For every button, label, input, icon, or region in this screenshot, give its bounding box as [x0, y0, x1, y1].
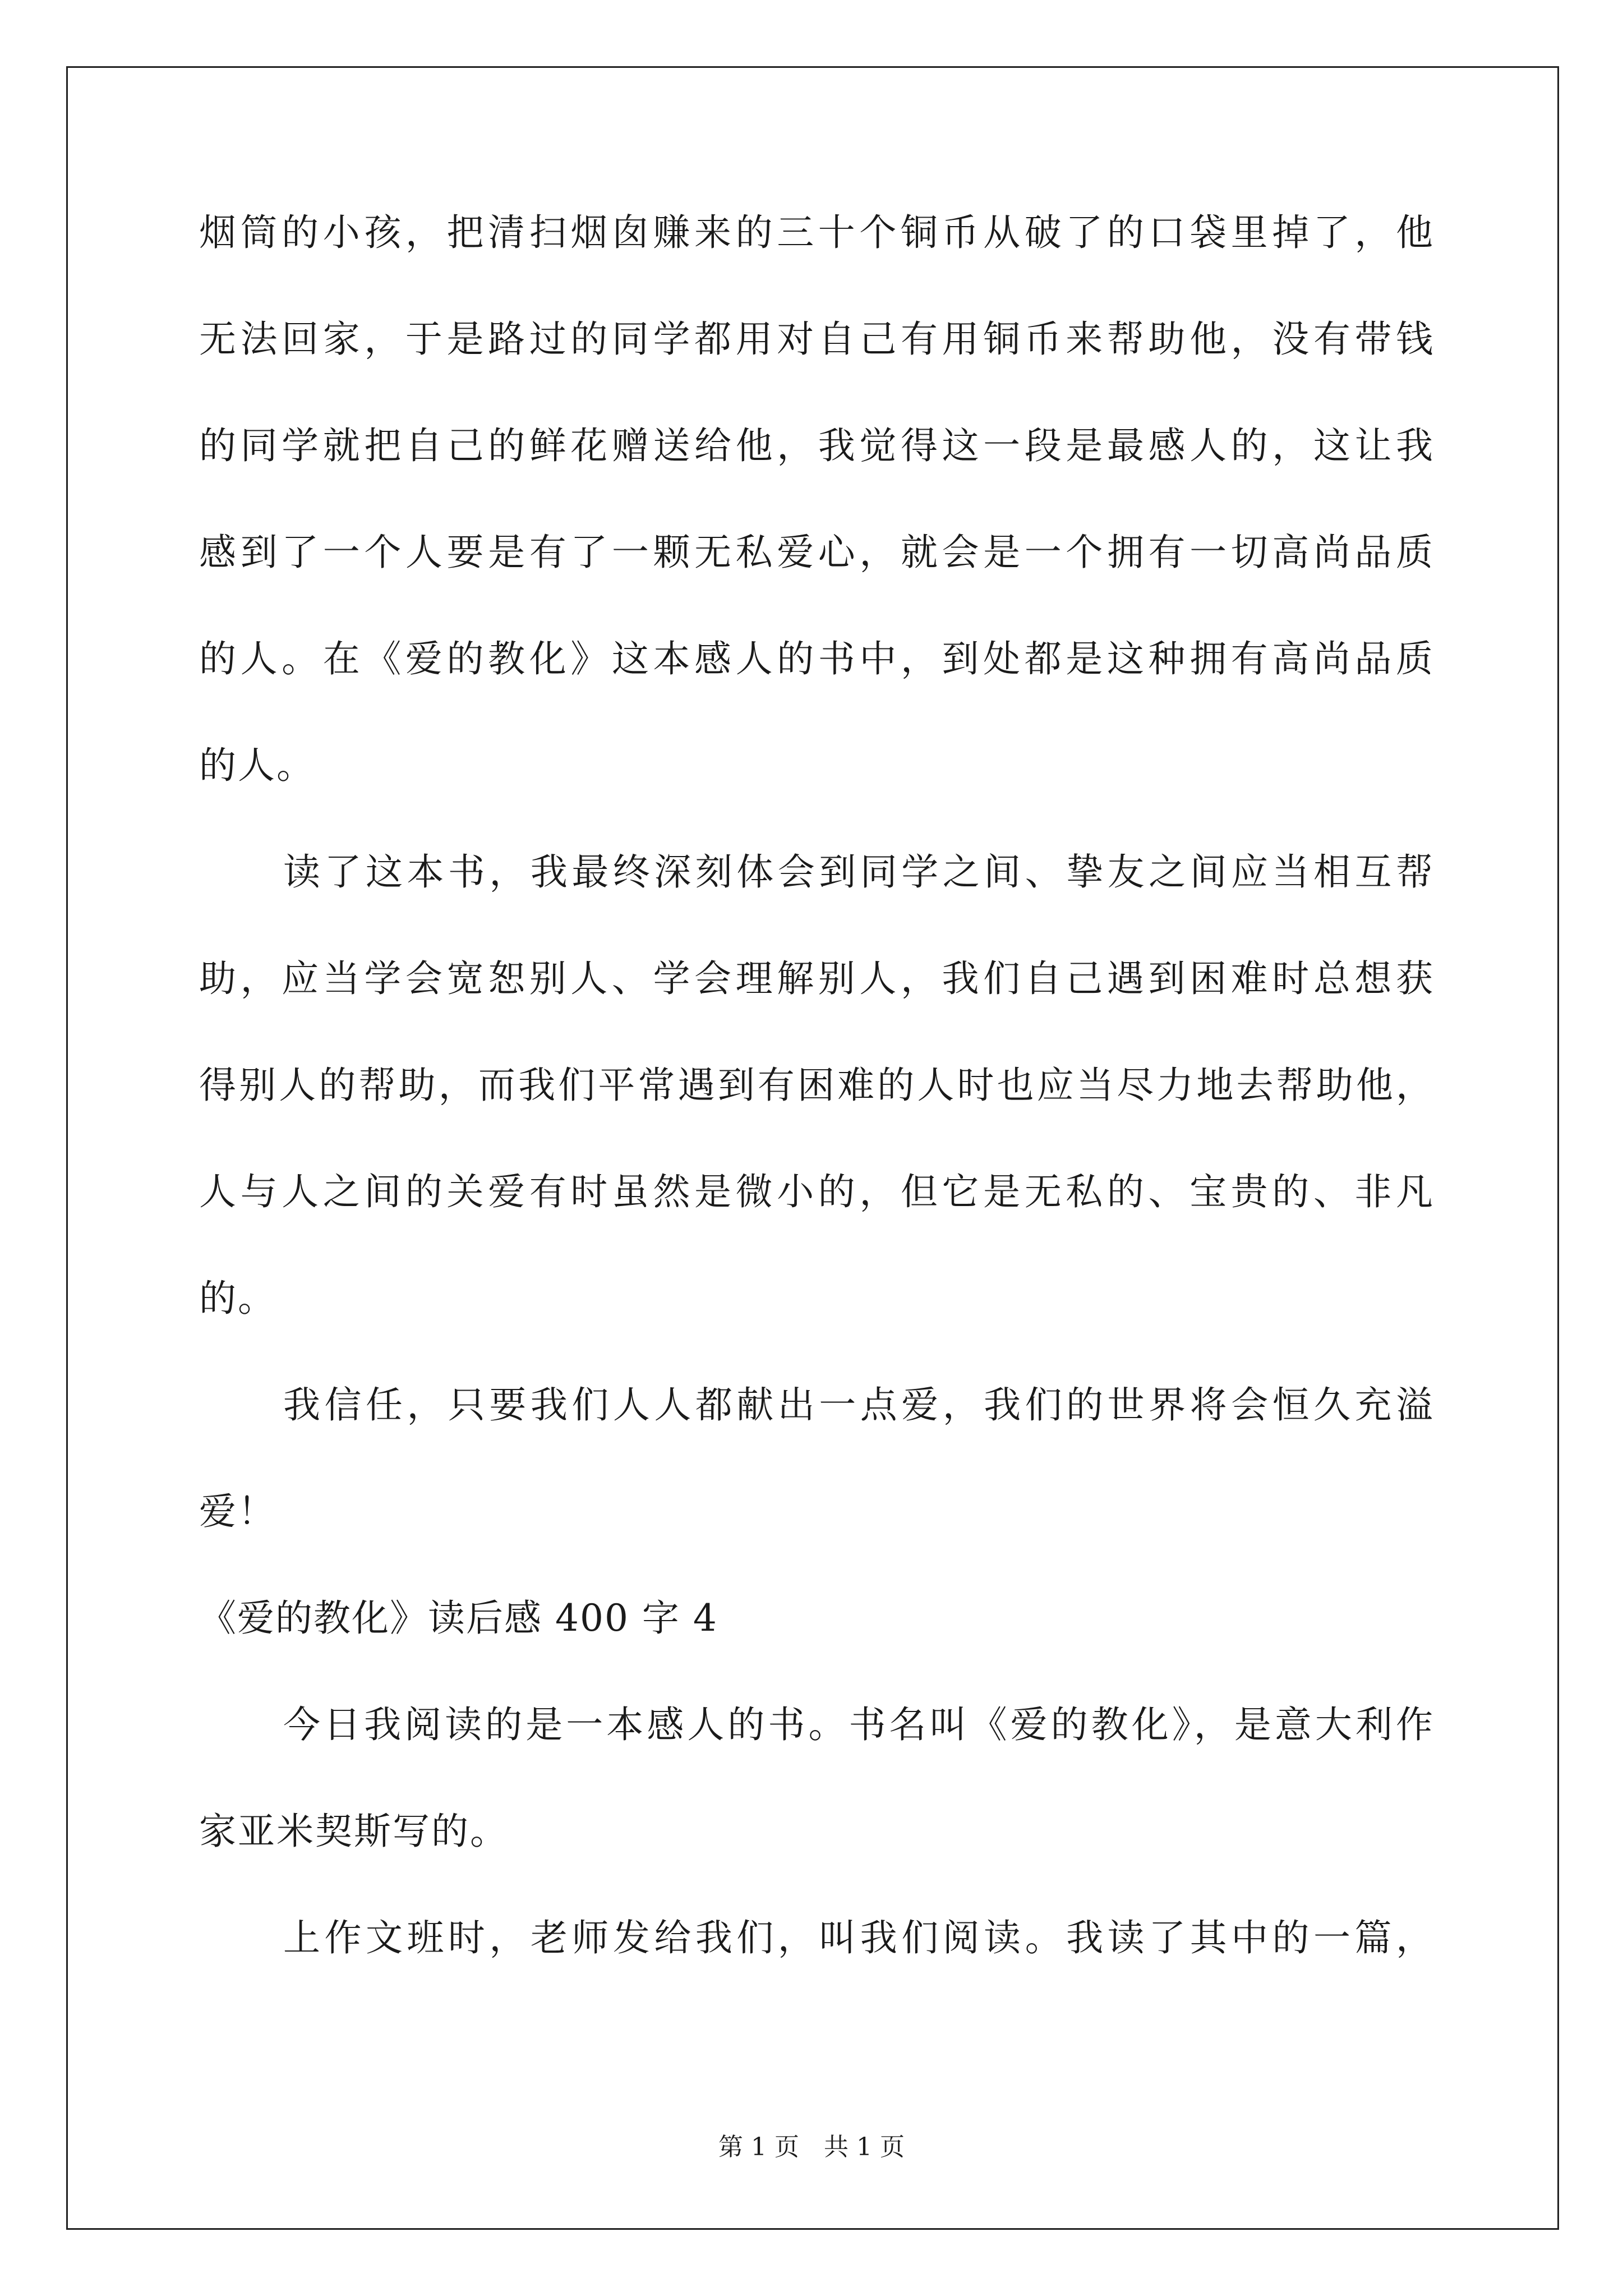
page-number: 第 1 页	[718, 2133, 799, 2161]
text-line: 人与人之间的关爱有时虽然是微小的，但它是无私的、宝贵的、非凡	[199, 1170, 1433, 1213]
text-line: 得别人的帮助，而我们平常遇到有困难的人时也应当尽力地去帮助他，	[199, 1064, 1433, 1107]
text-line: 助，应当学会宽恕别人、学会理解别人，我们自己遇到困难时总想获	[199, 957, 1433, 1000]
page-total: 共 1 页	[824, 2133, 905, 2161]
text-line: 的人。在《爱的教化》这本感人的书中，到处都是这种拥有高尚品质	[199, 637, 1433, 680]
text-line: 的同学就把自己的鲜花赠送给他，我觉得这一段是最感人的，这让我	[199, 424, 1433, 467]
text-line: 的。	[199, 1277, 276, 1320]
page-footer	[0, 2132, 1623, 2163]
text-line: 爱！	[199, 1490, 276, 1533]
page-border	[66, 66, 1559, 2230]
paragraph-first-line: 我信任，只要我们人人都献出一点爱，我们的世界将会恒久充溢	[283, 1383, 1433, 1427]
paragraph-first-line: 读了这本书，我最终深刻体会到同学之间、挚友之间应当相互帮	[283, 850, 1433, 894]
paragraph-first-line: 今日我阅读的是一本感人的书。书名叫《爱的教化》，是意大利作	[283, 1703, 1433, 1746]
text-line: 烟筒的小孩，把清扫烟囱赚来的三十个铜币从破了的口袋里掉了，他	[199, 211, 1433, 254]
text-line: 家亚米契斯写的。	[199, 1810, 509, 1853]
text-line: 无法回家，于是路过的同学都用对自己有用铜币来帮助他，没有带钱	[199, 318, 1433, 361]
text-line: 的人。	[199, 744, 315, 787]
paragraph-first-line: 上作文班时，老师发给我们，叫我们阅读。我读了其中的一篇，	[283, 1916, 1433, 1959]
section-heading: 《爱的教化》读后感 400 字 4	[199, 1596, 718, 1640]
text-line: 感到了一个人要是有了一颗无私爱心，就会是一个拥有一切高尚品质	[199, 531, 1433, 574]
